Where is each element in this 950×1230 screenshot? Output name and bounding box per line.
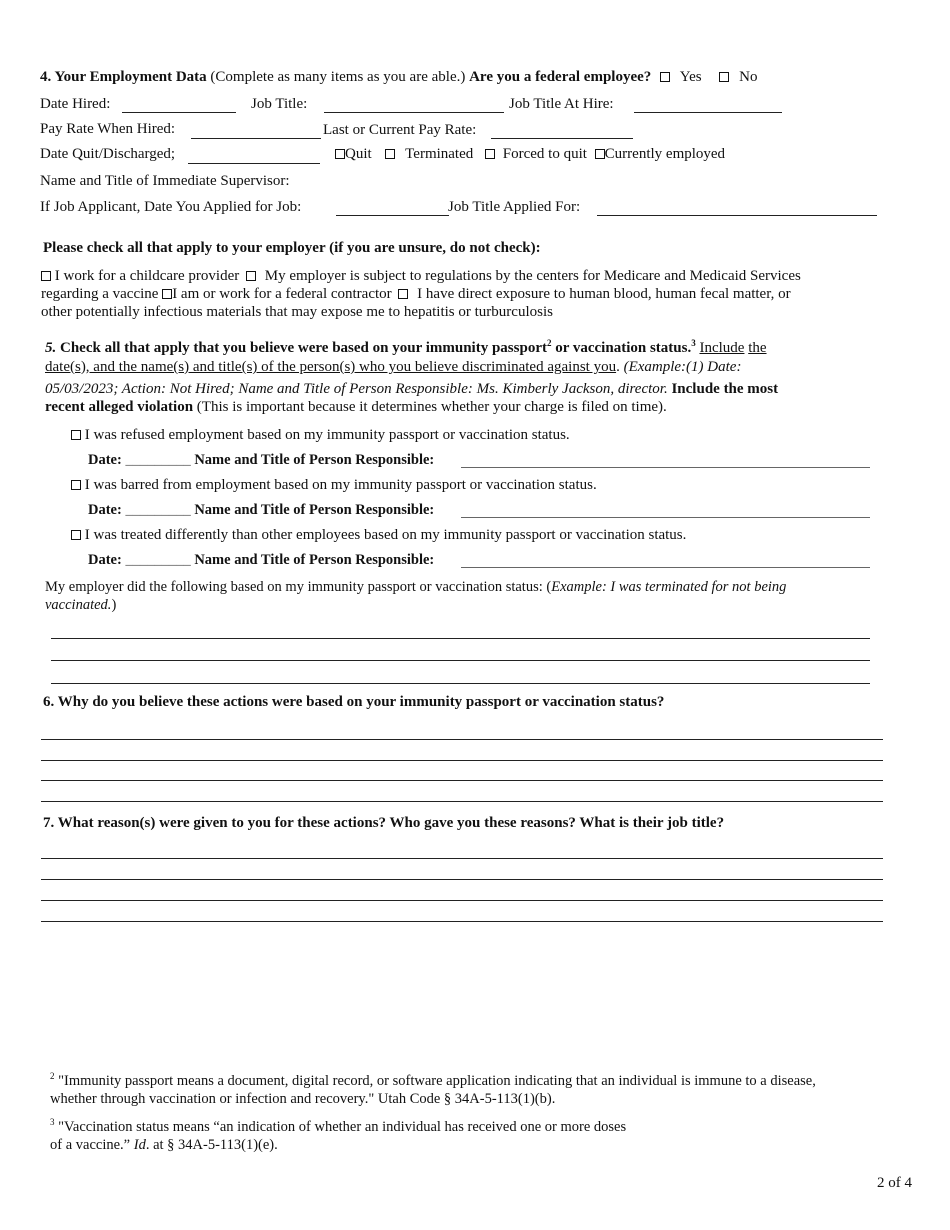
section5-line-4 (45, 399, 667, 416)
forced-quit-checkbox[interactable] (485, 149, 495, 159)
title-applied-field[interactable] (597, 215, 877, 216)
applicant-date-field[interactable] (336, 215, 449, 216)
quit-label: Quit (345, 146, 372, 162)
employer-check-heading: Please check all that apply to your employer (if you are unsure, do not check): (43, 240, 541, 256)
section7-answer-line[interactable] (41, 879, 883, 880)
date-label: Date: (88, 502, 122, 518)
terminated-checkbox[interactable] (385, 149, 395, 159)
medicare-label: My employer is subject to regulations by the centers for Medicare and Medicaid Services (264, 268, 801, 284)
supervisor-label: Name and Title of Immediate Supervisor: (40, 173, 290, 189)
employer-did-answer-line[interactable] (51, 660, 870, 661)
section6-answer-line[interactable] (41, 760, 883, 761)
barred-row (71, 477, 597, 494)
terminated-label: Terminated (405, 146, 474, 162)
treated-label: I was treated differently than other employees based on my immunity passport or vaccination status. (84, 527, 687, 543)
section7-answer-line[interactable] (41, 900, 883, 901)
federal-contractor-label: I am or work for a federal contractor (172, 286, 392, 302)
section6-answer-line[interactable] (41, 739, 883, 740)
section6-answer-line[interactable] (41, 801, 883, 802)
federal-yes-checkbox[interactable] (660, 72, 670, 82)
section6-question: 6. Why do you believe these actions were based on your immunity passport or vaccination status? (43, 694, 665, 710)
pay-rate-hired-field[interactable] (191, 138, 321, 139)
section7-answer-line[interactable] (41, 921, 883, 922)
childcare-checkbox[interactable] (41, 271, 51, 281)
employer-did-line (45, 579, 786, 596)
pay-rate-hired-label: Pay Rate When Hired: (40, 121, 176, 137)
section6-answer-line[interactable] (41, 780, 883, 781)
treated-checkbox[interactable] (71, 530, 81, 540)
footnote-2 (50, 1072, 816, 1090)
refused-details (88, 452, 434, 469)
person-label: Name and Title of Person Responsible: (194, 502, 435, 518)
federal-contractor-checkbox[interactable] (162, 289, 172, 299)
footnote-3-text: "Vaccination status means “an indication of whether an individual has received one or more doses (58, 1119, 627, 1135)
the-word: the (748, 340, 767, 356)
current-pay-rate-label: Last or Current Pay Rate: (323, 122, 477, 138)
footnote-3-id: Id (133, 1137, 146, 1153)
federal-employee-question: Are you a federal employee? (469, 69, 652, 85)
job-title-label: Job Title: (251, 96, 308, 112)
employer-did-answer-line[interactable] (51, 683, 870, 684)
section5-example: 05/03/2023; Action: Not Hired; Name and Title of Person Responsible: Ms. Kimberly Jackson, director. (45, 381, 668, 397)
section4-heading: 4. Your Employment Data (40, 69, 207, 85)
footnote-3-text-b: of a vaccine.” (50, 1137, 131, 1153)
footnote-3-cite: . at § 34A-5-113(1)(e). (145, 1137, 278, 1153)
footnote-ref-3[interactable]: 3 (691, 338, 696, 348)
forced-quit-label: Forced to quit (502, 146, 587, 162)
employer-did-example: Example: I was terminated for not being (551, 579, 787, 595)
employer-did-example-cont: vaccinated. (45, 597, 112, 613)
employer-did-line-2 (45, 597, 116, 614)
recent-violation: recent alleged violation (45, 399, 194, 415)
childcare-label: I work for a childcare provider (54, 268, 240, 284)
medicare-checkbox[interactable] (246, 271, 256, 281)
section4-header-row (40, 69, 757, 86)
date-blank[interactable]: _________ (125, 452, 191, 468)
person-label: Name and Title of Person Responsible: (194, 452, 435, 468)
employer-line-1 (41, 268, 801, 285)
date-blank[interactable]: _________ (125, 502, 191, 518)
footnote-3-cont (50, 1136, 278, 1154)
exposure-checkbox[interactable] (398, 289, 408, 299)
federal-yes-label: Yes (679, 69, 702, 85)
date-blank[interactable]: _________ (125, 552, 191, 568)
footnote-2-cont: whether through vaccination or infection and recovery." Utah Code § 34A-5-113(1)(b). (50, 1091, 556, 1107)
medicare-label-cont: regarding a vaccine (41, 286, 159, 302)
section7-question: 7. What reason(s) were given to you for these actions? Who gave you these reasons? What is their job title? (43, 815, 725, 831)
refused-checkbox[interactable] (71, 430, 81, 440)
job-title-at-hire-label: Job Title At Hire: (509, 96, 614, 112)
date-label: Date: (88, 452, 122, 468)
section4-heading-note: (Complete as many items as you are able.) (210, 69, 466, 85)
include-word: Include (699, 340, 745, 356)
barred-person-field[interactable] (461, 517, 870, 518)
employer-did-answer-line[interactable] (51, 638, 870, 639)
employer-line-2 (41, 286, 791, 303)
title-applied-label: Job Title Applied For: (448, 199, 581, 215)
refused-person-field[interactable] (461, 467, 870, 468)
barred-label: I was barred from employment based on my immunity passport or vaccination status. (84, 477, 597, 493)
section5-heading-text-2: or vaccination status. (551, 340, 692, 356)
treated-details (88, 552, 434, 569)
date-hired-label: Date Hired: (40, 96, 111, 112)
footnote-3 (50, 1118, 626, 1136)
section5-line-2: date(s), and the name(s) and title(s) of the person(s) who you believe discriminated against you. (Example:(1) Date: (45, 359, 742, 375)
quit-checkbox[interactable] (335, 149, 345, 159)
section5-heading (45, 340, 767, 357)
footnote-2-number: 2 (50, 1071, 55, 1081)
treated-row (71, 527, 686, 544)
date-quit-label: Date Quit/Discharged; (40, 146, 176, 162)
barred-details (88, 502, 434, 519)
section7-answer-line[interactable] (41, 858, 883, 859)
separation-options (335, 146, 725, 163)
section5-number: 5. (45, 340, 57, 356)
close-paren: ) (111, 597, 117, 613)
footnote-3-number: 3 (50, 1117, 55, 1127)
footnote-ref-2[interactable]: 2 (546, 338, 552, 348)
exposure-label-cont: other potentially infectious materials that may expose me to hepatitis or turburculosis (41, 304, 553, 320)
footnote-2-text: "Immunity passport means a document, digital record, or software application indicating that an individual is immune to a disease, (58, 1073, 816, 1089)
person-label: Name and Title of Person Responsible: (194, 552, 435, 568)
section5-line-3 (45, 381, 778, 398)
treated-person-field[interactable] (461, 567, 870, 568)
federal-no-checkbox[interactable] (719, 72, 729, 82)
date-label: Date: (88, 552, 122, 568)
date-hired-field[interactable] (122, 112, 236, 113)
exposure-label: I have direct exposure to human blood, human fecal matter, or (417, 286, 791, 302)
page-number: 2 of 4 (877, 1175, 912, 1191)
barred-checkbox[interactable] (71, 480, 81, 490)
current-pay-rate-field[interactable] (491, 138, 633, 139)
include-recent: Include the most (671, 381, 779, 397)
section5-example-start: (Example:(1) Date: (623, 359, 742, 375)
section5-heading-text: Check all that apply that you believe were based on your immunity passport (56, 340, 547, 356)
employer-did-label: My employer did the following based on my immunity passport or vaccination status: ( (45, 579, 552, 595)
date-quit-field[interactable] (188, 163, 320, 164)
job-title-at-hire-field[interactable] (634, 112, 782, 113)
currently-employed-checkbox[interactable] (595, 149, 605, 159)
important-note: (This is important because it determines whether your charge is filed on time). (196, 399, 667, 415)
currently-employed-label: Currently employed (604, 146, 726, 162)
federal-no-label: No (739, 69, 758, 85)
job-title-field[interactable] (324, 112, 504, 113)
section5-instruction: date(s), and the name(s) and title(s) of the person(s) who you believe discriminated against you (45, 359, 617, 375)
refused-row (71, 427, 570, 444)
refused-label: I was refused employment based on my immunity passport or vaccination status. (84, 427, 570, 443)
applicant-date-label: If Job Applicant, Date You Applied for Job: (40, 199, 302, 215)
